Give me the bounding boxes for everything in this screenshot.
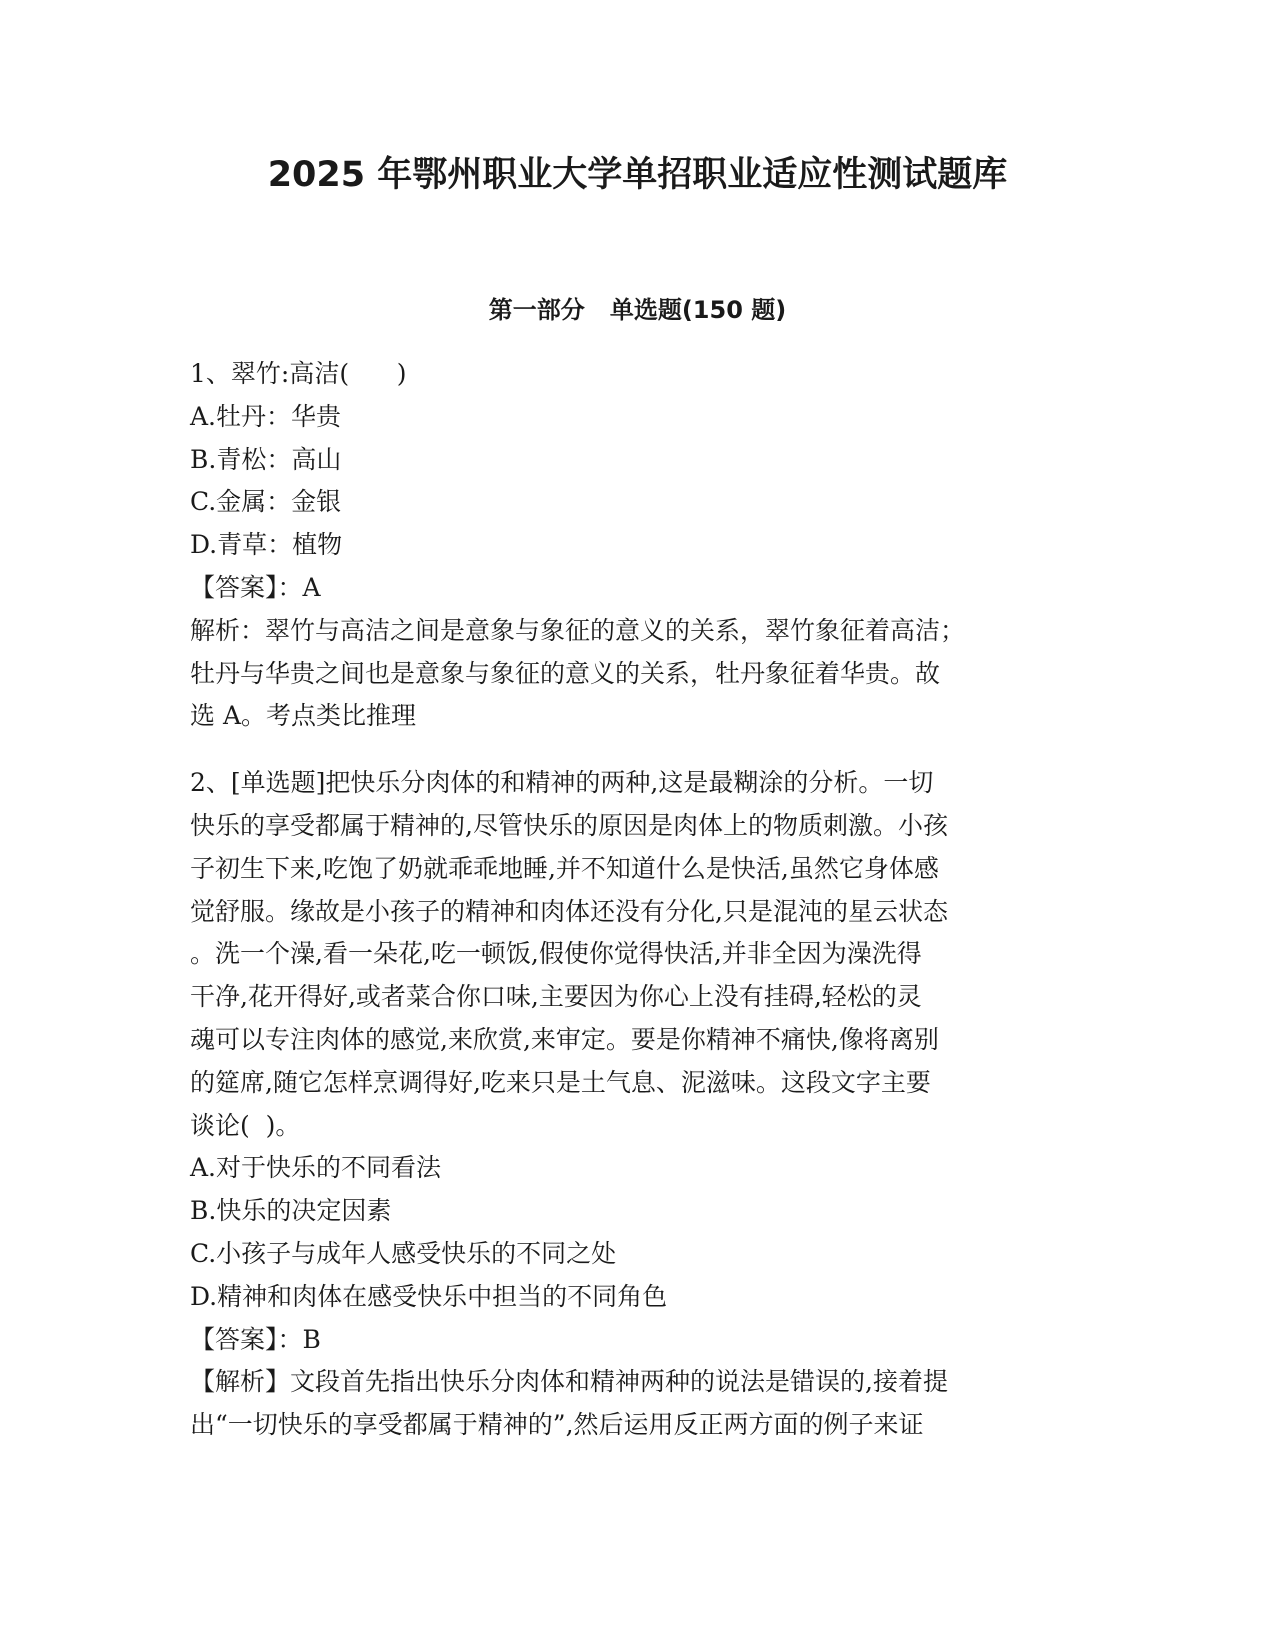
- question-stem-line: 。洗一个澡,看一朵花,吃一顿饭,假使你觉得快活,并非全因为澡洗得: [190, 939, 922, 969]
- option-a: A.对于快乐的不同看法: [190, 1153, 442, 1183]
- question-stem-line: 子初生下来,吃饱了奶就乖乖地睡,并不知道什么是快活,虽然它身体感: [190, 853, 939, 883]
- question-stem-line: 觉舒服。缘故是小孩子的精神和肉体还没有分化,只是混沌的星云状态: [190, 896, 948, 926]
- question-1: [190, 353, 1090, 738]
- question-separator: [190, 738, 1090, 762]
- option-d: D.精神和肉体在感受快乐中担当的不同角色: [190, 1281, 668, 1311]
- question-list: [190, 353, 1090, 1447]
- question-stem-line: 谈论( )。: [190, 1110, 301, 1140]
- option-b: B.青松：高山: [190, 444, 342, 474]
- analysis-line: 解析：翠竹与高洁之间是意象与象征的意义的关系，翠竹象征着高洁；: [190, 615, 966, 645]
- analysis-line: 选 A。考点类比推理: [190, 701, 417, 731]
- option-c: C.小孩子与成年人感受快乐的不同之处: [190, 1238, 617, 1268]
- question-stem-line: 2、[单选题]把快乐分肉体的和精神的两种,这是最糊涂的分析。一切: [190, 768, 934, 798]
- question-stem-line: 1、翠竹:高洁( ): [190, 359, 407, 388]
- option-c: C.金属：金银: [190, 487, 342, 517]
- question-stem-line: 的筵席,随它怎样烹调得好,吃来只是土气息、泥滋味。这段文字主要: [190, 1067, 931, 1097]
- option-d: D.青草：植物: [190, 530, 343, 560]
- option-a: A.牡丹：华贵: [190, 401, 342, 431]
- question-stem-line: 干净,花开得好,或者菜合你口味,主要因为你心上没有挂碍,轻松的灵: [190, 982, 922, 1012]
- question-2: [190, 762, 1090, 1447]
- answer-line: 【答案】：A: [190, 572, 321, 602]
- answer-line: 【答案】：B: [190, 1324, 321, 1354]
- analysis-line: 牡丹与华贵之间也是意象与象征的意义的关系，牡丹象征着华贵。故: [190, 658, 941, 688]
- option-b: B.快乐的决定因素: [190, 1196, 392, 1226]
- analysis-line: 出“一切快乐的享受都属于精神的”,然后运用反正两方面的例子来证: [190, 1410, 924, 1440]
- section-title: 第一部分 单选题(150 题): [488, 296, 787, 324]
- document-title: 2025 年鄂州职业大学单招职业适应性测试题库: [267, 155, 1008, 195]
- analysis-line: 【解析】文段首先指出快乐分肉体和精神两种的说法是错误的,接着提: [190, 1367, 948, 1397]
- question-stem-line: 快乐的享受都属于精神的,尽管快乐的原因是肉体上的物质刺激。小孩: [190, 810, 948, 840]
- question-stem-line: 魂可以专注肉体的感觉,来欣赏,来审定。要是你精神不痛快,像将离别: [190, 1024, 939, 1054]
